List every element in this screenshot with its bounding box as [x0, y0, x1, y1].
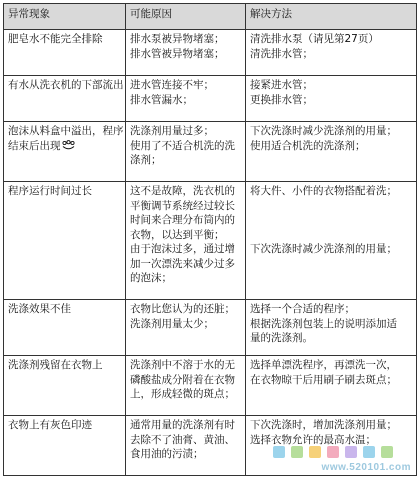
fault-cell [4, 182, 126, 300]
cause-cell [126, 76, 246, 122]
table-row [4, 300, 417, 356]
watermark-url: www.520101.com [321, 462, 411, 473]
solution-text: 选择单漂洗程序，再漂洗一次， [250, 359, 397, 371]
solution-text: 更换排水管； [250, 93, 313, 106]
cause-text: 衣物比您认为的还脏； [130, 303, 235, 315]
solution-text: 量的洗涤剂。 [250, 332, 313, 344]
cause-text: 排水管漏水； [130, 93, 193, 106]
cause-text: 洗涤剂用量过多； [130, 125, 214, 137]
solution-cell [246, 356, 417, 416]
fault-cell [4, 76, 126, 122]
cause-text: 加一次漂洗来减少过多 [130, 257, 235, 270]
fault-text: 肥皂水不能完全排除 [8, 33, 103, 45]
cause-text: 排水管被异物堵塞； [130, 47, 225, 60]
solution-cell [246, 76, 417, 122]
cause-text: 食用油的污渍； [130, 448, 204, 460]
fault-text: 洗涤剂残留在衣物上 [8, 359, 103, 371]
fault-cell [4, 122, 126, 182]
door-lock-indicator-icon [62, 140, 75, 151]
header-fault: 异常现象 [4, 4, 126, 30]
cause-cell [126, 416, 246, 476]
cause-text: 的泡沫； [130, 272, 172, 284]
table-row [4, 122, 417, 182]
solution-text: 在衣物晾干后用刷子刷去斑点； [250, 373, 397, 386]
fault-cell [4, 416, 126, 476]
table-row [4, 30, 417, 76]
table-row [4, 416, 417, 476]
header-cause: 可能原因 [126, 4, 246, 30]
cause-text: 由于泡沫过多，通过增 [130, 243, 235, 255]
cause-text: 上，形成轻微的斑点； [130, 388, 235, 400]
table-row [4, 76, 417, 122]
cause-text: 磷酸盐成分附着在衣物 [130, 373, 235, 386]
solution-text: 下次洗涤时，增加洗涤剂用量； [250, 419, 397, 431]
cause-cell [126, 122, 246, 182]
solution-text: 选择一个合适的程序； [250, 303, 355, 315]
cause-text: 通常用量的洗涤剂有时 [130, 419, 235, 431]
cause-cell [126, 30, 246, 76]
cause-text: 洗涤剂中不溶于水的无 [130, 359, 235, 371]
header-solution: 解决方法 [246, 4, 417, 30]
cause-text: 涤剂； [130, 154, 162, 166]
cause-text: 排水泵被异物堵塞； [130, 33, 225, 45]
solution-text: 下次洗涤时减少洗涤剂的用量； [250, 125, 397, 137]
solution-text: 清洗排水泵（请见第27页） [250, 33, 379, 45]
solution-cell [246, 300, 417, 356]
fault-cell [4, 300, 126, 356]
cause-text: 去除不了油膏、黄油、 [130, 433, 235, 446]
cause-text: 这不是故障，洗衣机的 [130, 185, 235, 197]
solution-text: 下次洗涤时减少洗涤剂的用量； [250, 243, 397, 255]
fault-text: 有水从洗衣机的下部流出 [8, 79, 124, 91]
fault-text: 洗涤效果不佳 [8, 303, 71, 315]
solution-text: 清洗排水管； [250, 47, 313, 60]
solution-text: 接紧进水管； [250, 79, 313, 91]
cause-cell [126, 356, 246, 416]
cause-text: 进水管连接不牢； [130, 79, 214, 91]
troubleshooting-table [3, 3, 417, 476]
solution-text: 选择衣物允许的最高水温； [250, 433, 376, 446]
fault-text: 泡沫从料盒中溢出，程序 [8, 125, 124, 137]
cause-cell [126, 182, 246, 300]
table-row [4, 356, 417, 416]
fault-text: 结束后出现 [8, 139, 61, 152]
fault-text: 程序运行时间过长 [8, 185, 92, 197]
fault-cell [4, 356, 126, 416]
fault-cell [4, 30, 126, 76]
cause-text: 平衡调节系统经过较长 [130, 199, 235, 212]
table-row [4, 182, 417, 300]
solution-cell [246, 30, 417, 76]
cause-text: 洗涤剂用量太少； [130, 317, 214, 330]
cause-text: 时间来合理分布筒内的 [130, 214, 235, 226]
solution-cell [246, 416, 417, 476]
solution-text: 根据洗涤剂包装上的说明添加适 [250, 317, 397, 330]
solution-text: 使用适合机洗的洗涤剂； [250, 139, 366, 152]
cause-text: 衣物，以达到平衡； [130, 228, 225, 241]
table-header-row [4, 4, 417, 30]
cause-text: 使用了不适合机洗的洗 [130, 139, 235, 152]
solution-cell [246, 122, 417, 182]
cause-cell [126, 300, 246, 356]
solution-text: 将大件、小件的衣物搭配着洗； [250, 185, 397, 197]
solution-cell [246, 182, 417, 300]
fault-text: 衣物上有灰色印迹 [8, 419, 92, 431]
